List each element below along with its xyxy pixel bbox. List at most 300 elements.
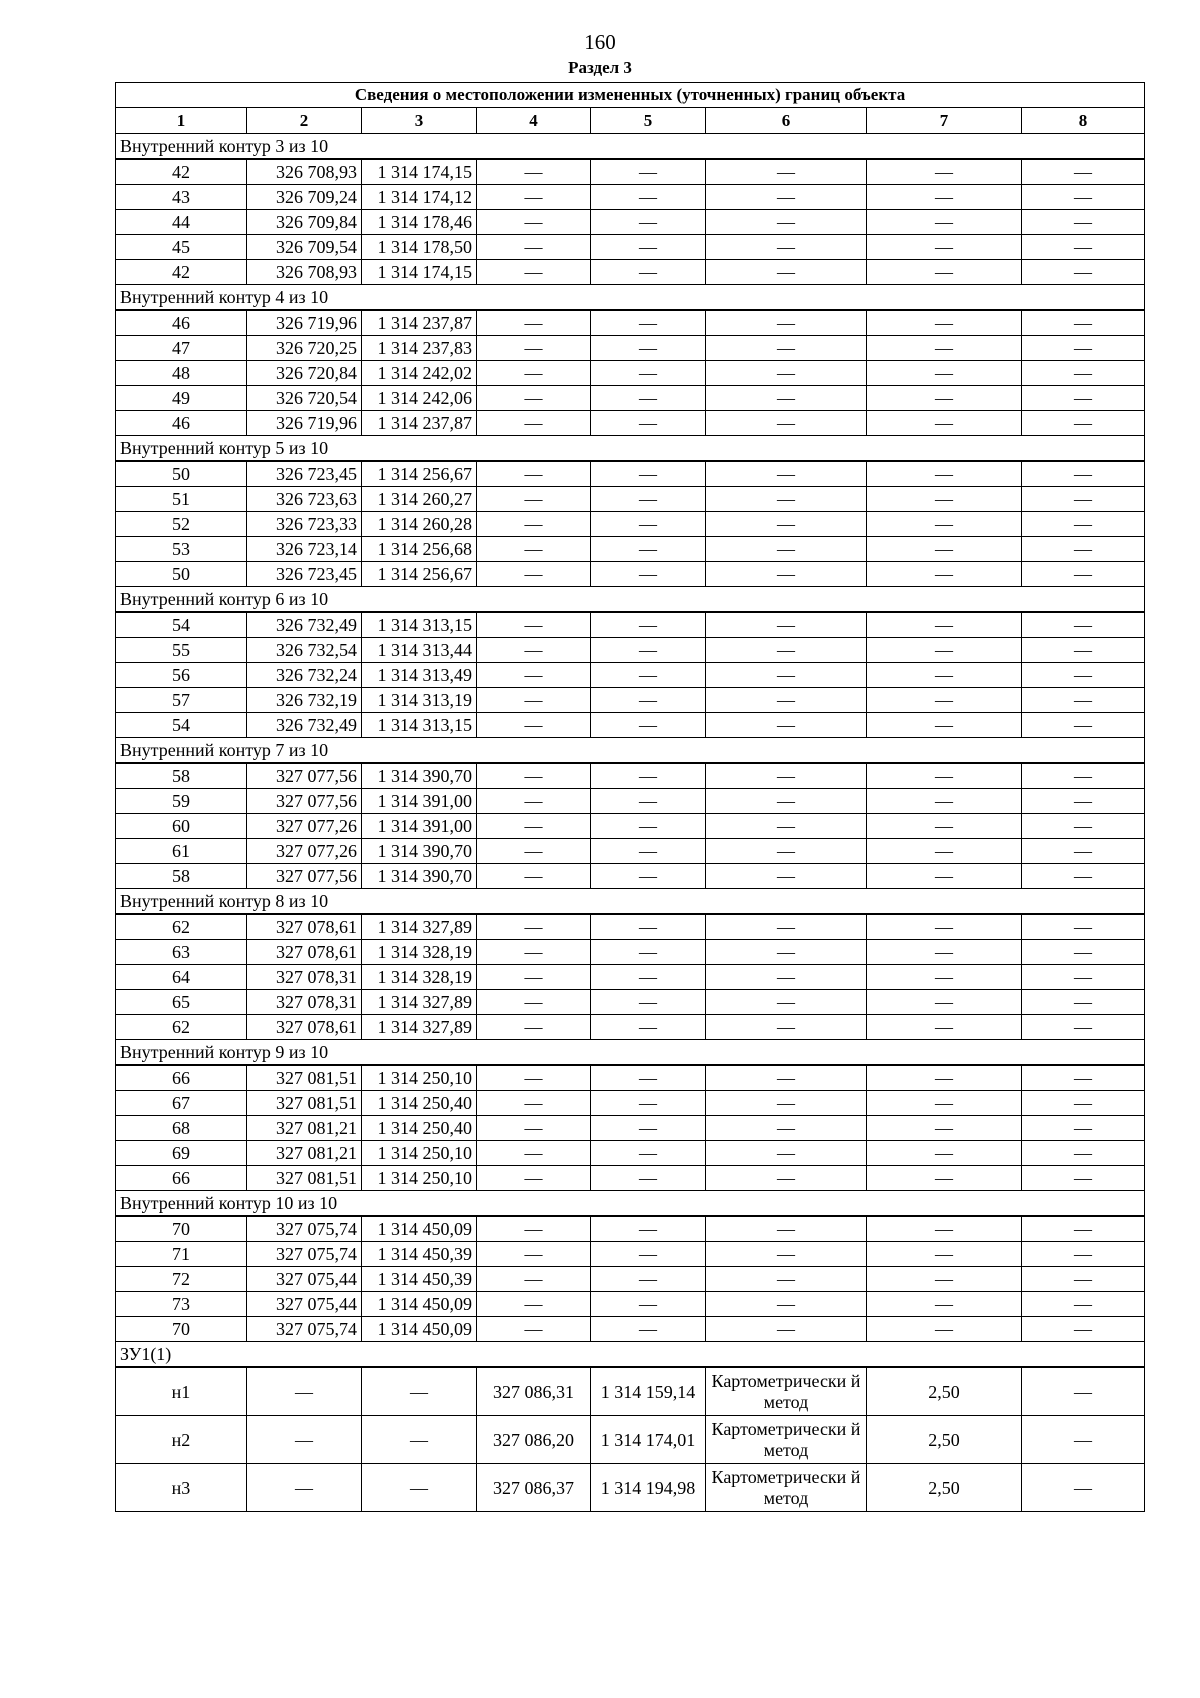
dash-cell: — — [477, 336, 591, 361]
point-number-cell: 66 — [116, 1065, 247, 1091]
y-coordinate-cell: 1 314 313,44 — [362, 638, 477, 663]
dash-cell: — — [591, 562, 706, 587]
column-number: 3 — [362, 108, 477, 134]
x-coordinate-cell: 327 078,61 — [247, 1015, 362, 1040]
table-row — [116, 965, 1145, 990]
dash-cell: — — [591, 763, 706, 789]
dash-cell: — — [1022, 1015, 1145, 1040]
dash-cell: — — [1022, 386, 1145, 411]
dash-cell: — — [1022, 537, 1145, 562]
dash-cell: — — [477, 763, 591, 789]
dash-cell: — — [591, 1141, 706, 1166]
y-coordinate-cell: 1 314 256,67 — [362, 562, 477, 587]
x-coordinate-cell: 326 708,93 — [247, 260, 362, 285]
accuracy-cell: 2,50 — [867, 1416, 1022, 1464]
dash-cell: — — [591, 235, 706, 260]
dash-cell: — — [591, 864, 706, 889]
dash-cell: — — [591, 940, 706, 965]
table-row — [116, 864, 1145, 889]
dash-cell: — — [867, 1317, 1022, 1342]
dash-cell: — — [477, 789, 591, 814]
dash-cell: — — [706, 864, 867, 889]
boundary-coordinates-table — [115, 82, 1145, 1512]
dash-cell: — — [591, 386, 706, 411]
x-coordinate-cell: 327 075,44 — [247, 1267, 362, 1292]
dash-cell: — — [591, 1267, 706, 1292]
table-row — [116, 1216, 1145, 1242]
dash-cell: — — [477, 1116, 591, 1141]
dash-cell: — — [477, 1267, 591, 1292]
dash-cell: — — [591, 965, 706, 990]
dash-cell: — — [477, 1242, 591, 1267]
table-row — [116, 386, 1145, 411]
contour-header-row — [116, 889, 1145, 915]
dash-cell: — — [247, 1416, 362, 1464]
dash-cell: — — [867, 965, 1022, 990]
dash-cell: — — [867, 1091, 1022, 1116]
point-number-cell: 69 — [116, 1141, 247, 1166]
dash-cell: — — [477, 864, 591, 889]
dash-cell: — — [591, 1242, 706, 1267]
table-row — [116, 1015, 1145, 1040]
column-number: 7 — [867, 108, 1022, 134]
dash-cell: — — [706, 185, 867, 210]
dash-cell: — — [1022, 864, 1145, 889]
dash-cell: — — [477, 1015, 591, 1040]
dash-cell: — — [706, 1116, 867, 1141]
dash-cell: — — [1022, 512, 1145, 537]
dash-cell: — — [1022, 1267, 1145, 1292]
dash-cell: — — [591, 361, 706, 386]
dash-cell: — — [867, 612, 1022, 638]
dash-cell: — — [1022, 235, 1145, 260]
x-coordinate-cell: 326 720,54 — [247, 386, 362, 411]
y-coordinate-cell: 1 314 390,70 — [362, 763, 477, 789]
contour-header-row — [116, 1191, 1145, 1217]
dash-cell: — — [591, 1216, 706, 1242]
dash-cell: — — [477, 361, 591, 386]
point-number-cell: 50 — [116, 562, 247, 587]
y-coordinate-cell: 1 314 178,50 — [362, 235, 477, 260]
dash-cell: — — [706, 235, 867, 260]
dash-cell: — — [1022, 688, 1145, 713]
table-row — [116, 159, 1145, 185]
dash-cell: — — [706, 310, 867, 336]
dash-cell: — — [867, 1015, 1022, 1040]
dash-cell: — — [706, 789, 867, 814]
dash-cell: — — [706, 260, 867, 285]
dash-cell: — — [477, 386, 591, 411]
y-coordinate-cell: 1 314 174,15 — [362, 260, 477, 285]
column-number-row — [116, 108, 1145, 134]
point-number-cell: н1 — [116, 1367, 247, 1416]
point-number-cell: 57 — [116, 688, 247, 713]
dash-cell: — — [477, 235, 591, 260]
new-y-coordinate-cell: 1 314 159,14 — [591, 1367, 706, 1416]
dash-cell: — — [706, 990, 867, 1015]
dash-cell: — — [591, 310, 706, 336]
dash-cell: — — [1022, 914, 1145, 940]
table-row — [116, 1166, 1145, 1191]
method-cell: Картометрически й метод — [706, 1464, 867, 1512]
x-coordinate-cell: 326 732,54 — [247, 638, 362, 663]
dash-cell: — — [867, 461, 1022, 487]
dash-cell: — — [867, 537, 1022, 562]
dash-cell: — — [706, 159, 867, 185]
point-number-cell: 62 — [116, 1015, 247, 1040]
dash-cell: — — [477, 1292, 591, 1317]
contour-header-row — [116, 285, 1145, 311]
dash-cell: — — [1022, 487, 1145, 512]
dash-cell: — — [591, 159, 706, 185]
dash-cell: — — [1022, 1242, 1145, 1267]
table-row — [116, 1464, 1145, 1512]
point-number-cell: 49 — [116, 386, 247, 411]
y-coordinate-cell: 1 314 313,15 — [362, 713, 477, 738]
x-coordinate-cell: 326 719,96 — [247, 310, 362, 336]
dash-cell: — — [477, 814, 591, 839]
dash-cell: — — [591, 638, 706, 663]
dash-cell: — — [706, 1292, 867, 1317]
x-coordinate-cell: 326 709,54 — [247, 235, 362, 260]
dash-cell: — — [706, 386, 867, 411]
dash-cell: — — [706, 663, 867, 688]
dash-cell: — — [1022, 1416, 1145, 1464]
dash-cell: — — [1022, 612, 1145, 638]
table-row — [116, 814, 1145, 839]
point-number-cell: 47 — [116, 336, 247, 361]
dash-cell: — — [477, 1317, 591, 1342]
y-coordinate-cell: 1 314 390,70 — [362, 839, 477, 864]
x-coordinate-cell: 327 081,21 — [247, 1116, 362, 1141]
y-coordinate-cell: 1 314 313,19 — [362, 688, 477, 713]
dash-cell: — — [867, 713, 1022, 738]
table-row — [116, 235, 1145, 260]
dash-cell: — — [247, 1464, 362, 1512]
point-number-cell: 56 — [116, 663, 247, 688]
point-number-cell: 61 — [116, 839, 247, 864]
point-number-cell: 66 — [116, 1166, 247, 1191]
x-coordinate-cell: 327 075,74 — [247, 1242, 362, 1267]
dash-cell: — — [477, 914, 591, 940]
dash-cell: — — [477, 638, 591, 663]
contour-title: Внутренний контур 8 из 10 — [116, 889, 1145, 915]
y-coordinate-cell: 1 314 250,10 — [362, 1166, 477, 1191]
dash-cell: — — [591, 688, 706, 713]
table-row — [116, 1416, 1145, 1464]
dash-cell: — — [1022, 185, 1145, 210]
x-coordinate-cell: 327 075,74 — [247, 1216, 362, 1242]
dash-cell: — — [591, 713, 706, 738]
dash-cell: — — [477, 310, 591, 336]
point-number-cell: 43 — [116, 185, 247, 210]
dash-cell: — — [1022, 713, 1145, 738]
dash-cell: — — [706, 487, 867, 512]
y-coordinate-cell: 1 314 260,28 — [362, 512, 477, 537]
dash-cell: — — [591, 461, 706, 487]
dash-cell: — — [591, 1091, 706, 1116]
dash-cell: — — [1022, 789, 1145, 814]
y-coordinate-cell: 1 314 450,39 — [362, 1242, 477, 1267]
dash-cell: — — [867, 1065, 1022, 1091]
x-coordinate-cell: 326 723,33 — [247, 512, 362, 537]
point-number-cell: 71 — [116, 1242, 247, 1267]
dash-cell: — — [706, 537, 867, 562]
dash-cell: — — [867, 235, 1022, 260]
x-coordinate-cell: 327 077,56 — [247, 864, 362, 889]
y-coordinate-cell: 1 314 237,87 — [362, 310, 477, 336]
table-caption: Сведения о местоположении измененных (уточненных) границ объекта — [116, 83, 1145, 108]
dash-cell: — — [591, 612, 706, 638]
table-row — [116, 688, 1145, 713]
y-coordinate-cell: 1 314 450,09 — [362, 1317, 477, 1342]
dash-cell: — — [591, 1116, 706, 1141]
y-coordinate-cell: 1 314 174,12 — [362, 185, 477, 210]
x-coordinate-cell: 326 732,19 — [247, 688, 362, 713]
dash-cell: — — [591, 663, 706, 688]
point-number-cell: 62 — [116, 914, 247, 940]
y-coordinate-cell: 1 314 242,02 — [362, 361, 477, 386]
dash-cell: — — [867, 1292, 1022, 1317]
table-row — [116, 1141, 1145, 1166]
dash-cell: — — [591, 1166, 706, 1191]
dash-cell: — — [706, 1091, 867, 1116]
column-number: 5 — [591, 108, 706, 134]
y-coordinate-cell: 1 314 242,06 — [362, 386, 477, 411]
point-number-cell: 73 — [116, 1292, 247, 1317]
x-coordinate-cell: 326 723,45 — [247, 562, 362, 587]
dash-cell: — — [477, 839, 591, 864]
y-coordinate-cell: 1 314 313,49 — [362, 663, 477, 688]
dash-cell: — — [867, 638, 1022, 663]
dash-cell: — — [1022, 336, 1145, 361]
dash-cell: — — [706, 1065, 867, 1091]
contour-title: Внутренний контур 4 из 10 — [116, 285, 1145, 311]
dash-cell: — — [867, 763, 1022, 789]
dash-cell: — — [1022, 562, 1145, 587]
table-row — [116, 361, 1145, 386]
table-row — [116, 512, 1145, 537]
table-row — [116, 411, 1145, 436]
contour-title: Внутренний контур 3 из 10 — [116, 134, 1145, 160]
dash-cell: — — [867, 411, 1022, 436]
x-coordinate-cell: 326 723,14 — [247, 537, 362, 562]
dash-cell: — — [477, 1065, 591, 1091]
dash-cell: — — [591, 411, 706, 436]
table-row — [116, 336, 1145, 361]
column-number: 4 — [477, 108, 591, 134]
point-number-cell: 58 — [116, 763, 247, 789]
point-number-cell: 53 — [116, 537, 247, 562]
contour-header-row — [116, 134, 1145, 160]
dash-cell: — — [706, 940, 867, 965]
dash-cell: — — [477, 210, 591, 235]
y-coordinate-cell: 1 314 390,70 — [362, 864, 477, 889]
dash-cell: — — [706, 713, 867, 738]
table-body — [116, 134, 1145, 1512]
x-coordinate-cell: 327 077,26 — [247, 814, 362, 839]
dash-cell: — — [1022, 814, 1145, 839]
point-number-cell: 60 — [116, 814, 247, 839]
x-coordinate-cell: 326 723,63 — [247, 487, 362, 512]
dash-cell: — — [1022, 461, 1145, 487]
y-coordinate-cell: 1 314 391,00 — [362, 814, 477, 839]
point-number-cell: 42 — [116, 159, 247, 185]
dash-cell: — — [867, 361, 1022, 386]
column-number: 2 — [247, 108, 362, 134]
y-coordinate-cell: 1 314 327,89 — [362, 914, 477, 940]
dash-cell: — — [1022, 1367, 1145, 1416]
y-coordinate-cell: 1 314 327,89 — [362, 990, 477, 1015]
dash-cell: — — [591, 487, 706, 512]
point-number-cell: 70 — [116, 1216, 247, 1242]
point-number-cell: 55 — [116, 638, 247, 663]
x-coordinate-cell: 326 719,96 — [247, 411, 362, 436]
dash-cell: — — [591, 336, 706, 361]
y-coordinate-cell: 1 314 391,00 — [362, 789, 477, 814]
contour-title: Внутренний контур 7 из 10 — [116, 738, 1145, 764]
point-number-cell: 59 — [116, 789, 247, 814]
column-number: 6 — [706, 108, 867, 134]
dash-cell: — — [867, 260, 1022, 285]
y-coordinate-cell: 1 314 450,39 — [362, 1267, 477, 1292]
page-number: 160 — [584, 30, 616, 54]
dash-cell: — — [706, 638, 867, 663]
dash-cell: — — [591, 1317, 706, 1342]
table-row — [116, 713, 1145, 738]
dash-cell: — — [867, 310, 1022, 336]
table-row — [116, 663, 1145, 688]
point-number-cell: 68 — [116, 1116, 247, 1141]
dash-cell: — — [867, 159, 1022, 185]
dash-cell: — — [362, 1367, 477, 1416]
dash-cell: — — [1022, 1141, 1145, 1166]
dash-cell: — — [477, 260, 591, 285]
point-number-cell: 45 — [116, 235, 247, 260]
contour-header-row — [116, 738, 1145, 764]
dash-cell: — — [477, 487, 591, 512]
dash-cell: — — [591, 814, 706, 839]
dash-cell: — — [477, 562, 591, 587]
dash-cell: — — [867, 1267, 1022, 1292]
point-number-cell: н3 — [116, 1464, 247, 1512]
table-row — [116, 260, 1145, 285]
dash-cell: — — [1022, 1166, 1145, 1191]
dash-cell: — — [362, 1464, 477, 1512]
method-cell: Картометрически й метод — [706, 1416, 867, 1464]
point-number-cell: 54 — [116, 713, 247, 738]
dash-cell: — — [477, 1166, 591, 1191]
dash-cell: — — [591, 512, 706, 537]
dash-cell: — — [1022, 663, 1145, 688]
dash-cell: — — [1022, 411, 1145, 436]
table-row — [116, 1065, 1145, 1091]
table-row — [116, 1091, 1145, 1116]
x-coordinate-cell: 327 075,44 — [247, 1292, 362, 1317]
point-number-cell: н2 — [116, 1416, 247, 1464]
dash-cell: — — [247, 1367, 362, 1416]
dash-cell: — — [867, 864, 1022, 889]
point-number-cell: 63 — [116, 940, 247, 965]
x-coordinate-cell: 327 078,61 — [247, 940, 362, 965]
dash-cell: — — [867, 1141, 1022, 1166]
x-coordinate-cell: 326 720,84 — [247, 361, 362, 386]
dash-cell: — — [477, 1216, 591, 1242]
x-coordinate-cell: 327 078,31 — [247, 965, 362, 990]
dash-cell: — — [867, 789, 1022, 814]
x-coordinate-cell: 327 077,56 — [247, 763, 362, 789]
dash-cell: — — [867, 914, 1022, 940]
dash-cell: — — [591, 1015, 706, 1040]
dash-cell: — — [867, 487, 1022, 512]
contour-title: Внутренний контур 6 из 10 — [116, 587, 1145, 613]
x-coordinate-cell: 327 081,51 — [247, 1065, 362, 1091]
dash-cell: — — [477, 411, 591, 436]
dash-cell: — — [867, 1166, 1022, 1191]
x-coordinate-cell: 327 077,26 — [247, 839, 362, 864]
accuracy-cell: 2,50 — [867, 1464, 1022, 1512]
x-coordinate-cell: 327 077,56 — [247, 789, 362, 814]
column-number: 8 — [1022, 108, 1145, 134]
dash-cell: — — [706, 461, 867, 487]
y-coordinate-cell: 1 314 178,46 — [362, 210, 477, 235]
table-row — [116, 839, 1145, 864]
dash-cell: — — [706, 839, 867, 864]
dash-cell: — — [477, 990, 591, 1015]
dash-cell: — — [867, 990, 1022, 1015]
x-coordinate-cell: 327 081,51 — [247, 1091, 362, 1116]
y-coordinate-cell: 1 314 328,19 — [362, 965, 477, 990]
table-row — [116, 763, 1145, 789]
dash-cell: — — [706, 763, 867, 789]
contour-title: Внутренний контур 9 из 10 — [116, 1040, 1145, 1066]
dash-cell: — — [706, 1166, 867, 1191]
dash-cell: — — [706, 1216, 867, 1242]
dash-cell: — — [1022, 965, 1145, 990]
table-row — [116, 562, 1145, 587]
dash-cell: — — [1022, 159, 1145, 185]
dash-cell: — — [706, 965, 867, 990]
y-coordinate-cell: 1 314 250,40 — [362, 1116, 477, 1141]
point-number-cell: 50 — [116, 461, 247, 487]
dash-cell: — — [706, 336, 867, 361]
contour-header-row — [116, 1342, 1145, 1368]
table-row — [116, 310, 1145, 336]
dash-cell: — — [591, 1065, 706, 1091]
dash-cell: — — [867, 512, 1022, 537]
table-row — [116, 1116, 1145, 1141]
point-number-cell: 42 — [116, 260, 247, 285]
dash-cell: — — [477, 612, 591, 638]
dash-cell: — — [591, 839, 706, 864]
dash-cell: — — [591, 1292, 706, 1317]
y-coordinate-cell: 1 314 260,27 — [362, 487, 477, 512]
point-number-cell: 54 — [116, 612, 247, 638]
column-number: 1 — [116, 108, 247, 134]
dash-cell: — — [477, 1091, 591, 1116]
dash-cell: — — [706, 1242, 867, 1267]
dash-cell: — — [1022, 361, 1145, 386]
dash-cell: — — [867, 386, 1022, 411]
y-coordinate-cell: 1 314 313,15 — [362, 612, 477, 638]
y-coordinate-cell: 1 314 250,10 — [362, 1141, 477, 1166]
y-coordinate-cell: 1 314 256,68 — [362, 537, 477, 562]
x-coordinate-cell: 326 709,84 — [247, 210, 362, 235]
contour-title: Внутренний контур 5 из 10 — [116, 436, 1145, 462]
new-x-coordinate-cell: 327 086,31 — [477, 1367, 591, 1416]
new-y-coordinate-cell: 1 314 174,01 — [591, 1416, 706, 1464]
dash-cell: — — [867, 210, 1022, 235]
